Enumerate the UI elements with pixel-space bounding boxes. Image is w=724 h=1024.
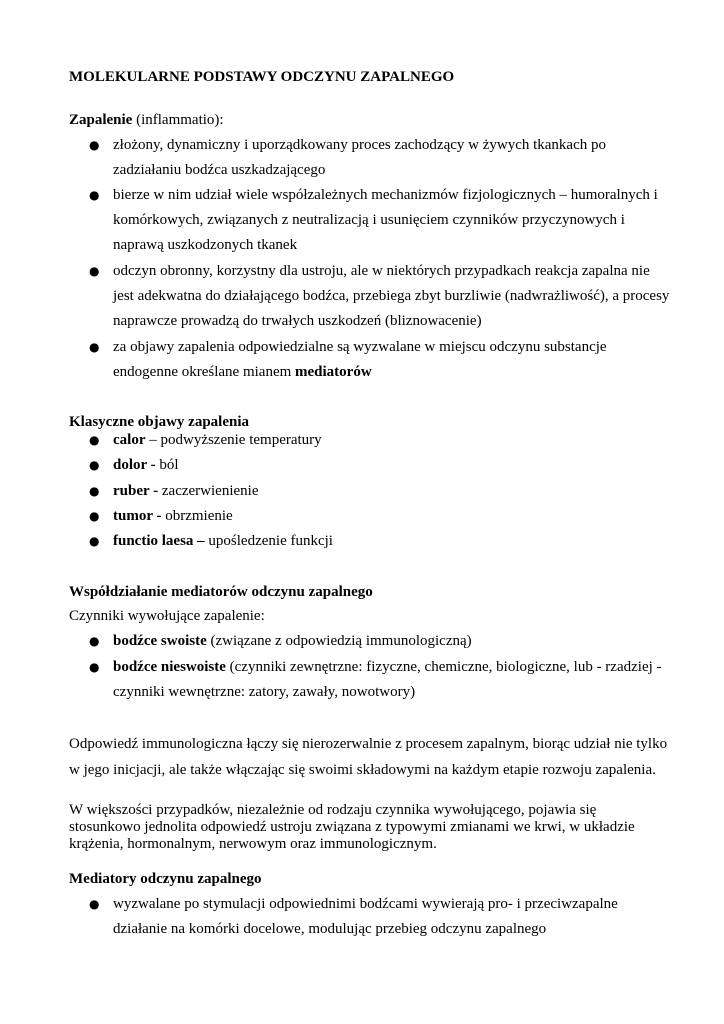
paragraph-2-line-1: W większości przypadków, niezależnie od rodzaju czynnika wywołującego, pojawia się [69,802,597,818]
classic-item-term: calor [113,432,146,448]
bullet-icon: ● [89,660,100,674]
intro-bullet-3-line-3: naprawcze prowadzą do trwałych uszkodzeń (bliznowacenie) [113,313,482,329]
intro-bullet-4-text: endogenne określane mianem [113,364,296,380]
cooperation-item-2 [113,658,662,676]
intro-term-note: (inflammatio): [132,112,224,128]
intro-heading [69,111,224,129]
mediators-heading: Mediatory odczynu zapalnego [69,871,262,887]
classic-item [113,482,258,500]
classic-item-desc: zaczerwienienie [158,483,259,499]
bullet-icon: ● [89,634,100,648]
classic-item-desc: – podwyższenie temperatury [145,432,322,448]
intro-bullet-4-line-2 [113,363,372,381]
cooperation-heading: Współdziałanie mediatorów odczynu zapalnego [69,584,373,600]
bullet-icon: ● [89,340,100,354]
bullet-icon: ● [89,188,100,202]
bullet-icon: ● [89,534,100,548]
bullet-icon: ● [89,897,100,911]
intro-bullet-3-line-2: jest adekwatna do działającego bodźca, przebiega zbyt burzliwie (nadwrażliwość), a procesy [113,288,670,304]
cooperation-item-term: bodźce swoiste [113,633,207,649]
classic-item-term: functio laesa – [113,533,205,549]
mediators-bullet-line-1: wyzwalane po stymulacji odpowiednimi bodźcami wywierają pro- i przeciwzapalne [113,896,618,912]
bullet-icon: ● [89,484,100,498]
classic-item [113,456,179,474]
bullet-icon: ● [89,138,100,152]
intro-bullet-2-line-3: naprawą uszkodzonych tkanek [113,237,298,253]
cooperation-item-term: bodźce nieswoiste [113,659,226,675]
bullet-icon: ● [89,458,100,472]
intro-bullet-2-line-2: komórkowych, związanych z neutralizacją i usunięciem czynników przyczynowych i [113,212,625,228]
intro-bullet-3-line-1: odczyn obronny, korzystny dla ustroju, ale w niektórych przypadkach reakcja zapalna nie [113,263,650,279]
cooperation-subheading: Czynniki wywołujące zapalenie: [69,608,265,624]
classic-item-term: ruber - [113,483,159,499]
classic-item-term: tumor - [113,508,162,524]
mediators-term: mediatorów [295,364,372,380]
bullet-icon: ● [89,433,100,447]
mediators-bullet-line-2: działanie na komórki docelowe, modulując przebieg odczynu zapalnego [113,921,547,937]
intro-term: Zapalenie [69,112,133,128]
paragraph-2-line-2: stosunkowo jednolita odpowiedź ustroju związana z typowymi zmianami we krwi, w układzie [69,819,635,835]
classic-item-desc: upośledzenie funkcji [204,533,333,549]
bullet-icon: ● [89,264,100,278]
cooperation-item-desc: (czynniki zewnętrzne: fizyczne, chemiczne, biologiczne, lub - rzadziej - [225,659,662,675]
paragraph-1-line-2: w jego inicjacji, ale także włączając się swoimi składowymi na każdym etapie rozwoju zapalenia. [69,762,656,778]
paragraph-2-line-3: krążenia, hormonalnym, nerwowym oraz immunologicznym. [69,836,437,852]
cooperation-item-2-line-2: czynniki wewnętrzne: zatory, zawały, nowotwory) [113,684,416,700]
classic-item-desc: obrzmienie [161,508,233,524]
cooperation-item-desc: (związane z odpowiedzią immunologiczną) [206,633,472,649]
classic-item [113,431,322,449]
cooperation-item-1 [113,632,472,650]
bullet-icon: ● [89,509,100,523]
classic-item-term: dolor - [113,457,156,473]
intro-bullet-1-line-2: zadziałaniu bodźca uszkadzającego [113,162,326,178]
classic-item [113,507,233,525]
classic-item [113,532,333,550]
intro-bullet-2-line-1: bierze w nim udział wiele współzależnych mechanizmów fizjologicznych – humoralnych i [113,187,658,203]
paragraph-1-line-1: Odpowiedź immunologiczna łączy się nierozerwalnie z procesem zapalnym, biorąc udział nie tylko [69,736,668,752]
classic-heading: Klasyczne objawy zapalenia [69,414,249,430]
classic-item-desc: ból [155,457,179,473]
page-title: MOLEKULARNE PODSTAWY ODCZYNU ZAPALNEGO [69,69,455,85]
intro-bullet-4-line-1: za objawy zapalenia odpowiedzialne są wyzwalane w miejscu odczynu substancje [113,339,607,355]
intro-bullet-1-line-1: złożony, dynamiczny i uporządkowany proces zachodzący w żywych tkankach po [113,137,607,153]
